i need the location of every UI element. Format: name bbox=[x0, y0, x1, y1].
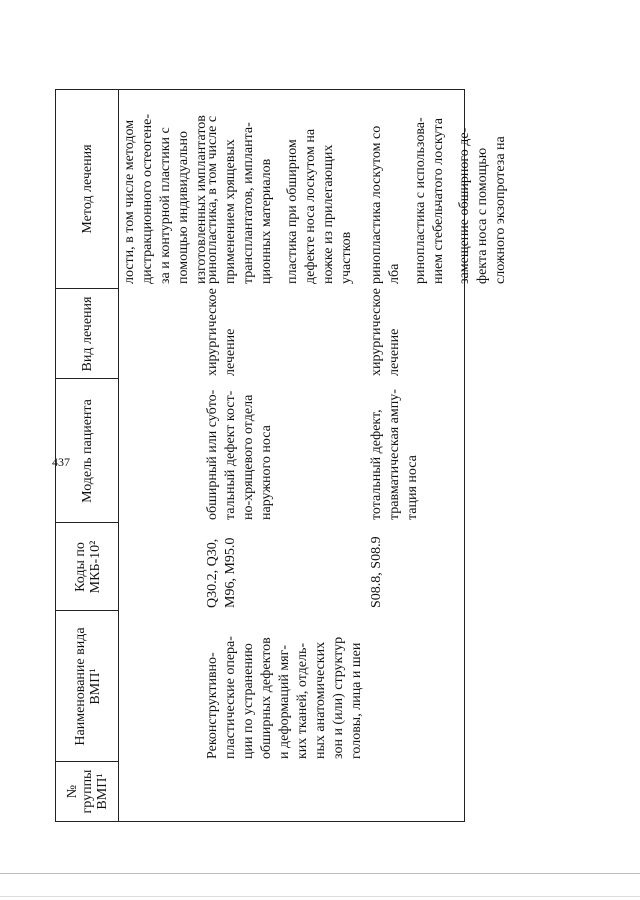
treatment-table bbox=[55, 89, 508, 822]
sub1-method-1: ринопластика, в том числе с применением хрящевых трансплантатов, импланта- ционных материалов bbox=[205, 115, 274, 284]
header-treatment-method: Метод лечения bbox=[80, 144, 95, 234]
sub2-method-1: ринопластика лоскутом со лба bbox=[369, 125, 402, 284]
vmp-name-cell: Реконструктивно- пластические опера- ции по устранению обширных дефектов и деформаций мяг- ких тканей, отдель- ных анатомических зон и (или) структур головы, лица и шеи bbox=[205, 636, 364, 759]
sub2-method-2: ринопластика с использова- нием стебельчатого лоскута bbox=[413, 117, 446, 284]
sub1-patient-model: обширный или субто- тальный дефект кост- но-хрящевого отдела наружного носа bbox=[205, 389, 274, 520]
header-icd-codes: Коды по МКБ-10² bbox=[72, 540, 103, 594]
sub1-treatment-type: хирургическое лечение bbox=[205, 288, 238, 376]
sub1-icd-codes: Q30.2, Q30, M96, M95.0 bbox=[205, 537, 238, 608]
header-vmp-name: Наименование вида ВМП¹ bbox=[72, 627, 103, 746]
header-group-number: № группы ВМП¹ bbox=[65, 769, 110, 814]
header-treatment-type: Вид лечения bbox=[80, 296, 95, 372]
sub1-treatment-methods bbox=[204, 116, 364, 284]
sub2-treatment-methods bbox=[368, 117, 518, 284]
table-header bbox=[56, 90, 119, 821]
sub2-treatment-type: хирургическое лечение bbox=[369, 288, 402, 376]
page-number: 437 bbox=[52, 455, 70, 469]
sub2-method-3: замещение обширного де- фекта носа с помощью сложного экзопротеза на bbox=[457, 127, 508, 284]
header-patient-model: Модель пациента bbox=[80, 399, 95, 503]
continuation-method: лости, в том числе методом дистракционного остеогене- за и контурной пластики с помощью индивидуально изготовленных имплантатов bbox=[122, 113, 209, 284]
sub2-icd-codes: S08.8, S08.9 bbox=[369, 536, 384, 608]
sub1-method-2: пластика при обширном дефекте носа лоскутом на ножке из прилегающих участков bbox=[285, 128, 354, 284]
sub2-patient-model: тотальный дефект, травматическая ампу- тация носа bbox=[369, 389, 420, 520]
scan-edge-line bbox=[0, 873, 640, 874]
scan-edge-line-lower bbox=[0, 896, 640, 897]
